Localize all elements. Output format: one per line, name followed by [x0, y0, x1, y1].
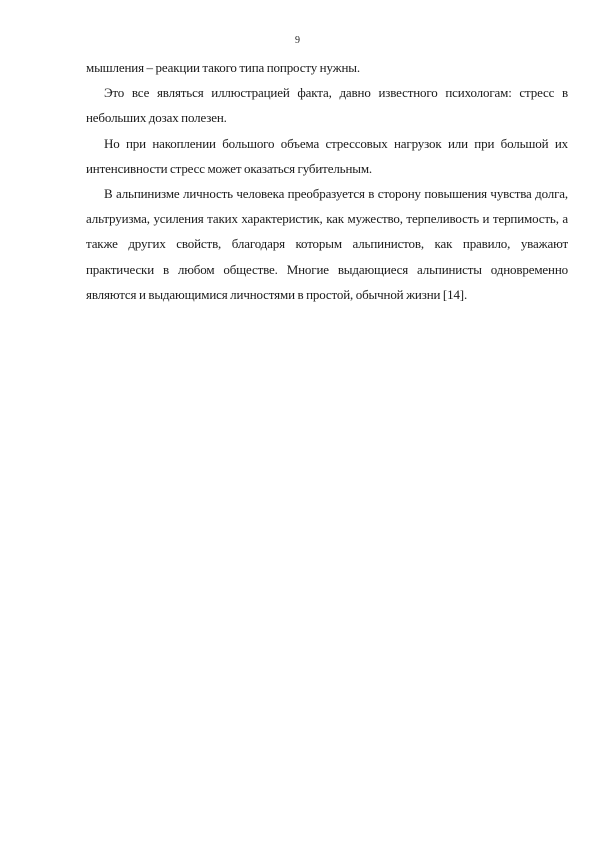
paragraph-continuation: мышления – реакции такого типа попросту нужны.: [86, 60, 360, 75]
body-text: [86, 55, 568, 307]
paragraph-alpinism-personality: В альпинизме личность человека преобразуется в сторону повышения чувства долга, альтруизма, усиления таких характеристик, как мужество, терпеливость и терпимость, а также других свойств, благодаря которым альпинистов, как правило, уважают практически в любом обществе. Многие выдающиеся альпинисты одновременно являются и выдающимися личностями в простой, обычной жизни [14].: [86, 186, 568, 302]
page-number: 9: [295, 35, 300, 46]
paragraph-stress-accumulation: Но при накоплении большого объема стрессовых нагрузок или при большой их интенсивности стресс может оказаться губительным.: [86, 135, 568, 176]
paragraph-stress-illustration: Это все являться иллюстрацией факта, давно известного психологам: стресс в небольших дозах полезен.: [86, 85, 568, 126]
